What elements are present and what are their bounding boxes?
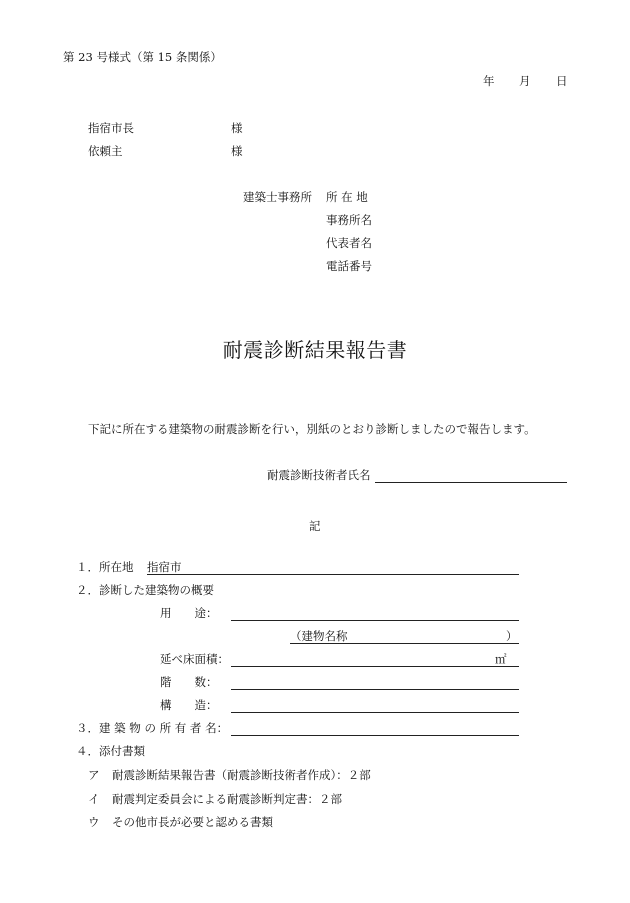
office-field-address: 所 在 地 xyxy=(326,190,368,204)
report-title: 耐震診断結果報告書 xyxy=(222,338,408,362)
engineer-label: 耐震診断技術者氏名 xyxy=(267,468,371,482)
owner-line xyxy=(231,735,519,736)
use-label: 用 途： xyxy=(160,606,218,620)
date-day: 日 xyxy=(556,74,568,88)
building-name-line xyxy=(290,643,519,644)
addressee-client: 依頼主 xyxy=(88,144,123,158)
owner-label: ３．建 築 物 の 所 有 者 名： xyxy=(76,721,229,735)
addressee-mayor-honorific: 様 xyxy=(231,121,243,135)
floor-area-line xyxy=(231,666,519,667)
location-value: 指宿市 xyxy=(147,560,182,574)
office-field-name: 事務所名 xyxy=(326,213,372,227)
attachment-item-u: その他市長が必要と認める書類 xyxy=(112,815,273,829)
attachment-item-a: 耐震診断結果報告書（耐震診断技術者作成）：２部 xyxy=(112,768,371,782)
intro-text: 下記に所在する建築物の耐震診断を行い，別紙のとおり診断しましたので報告します。 xyxy=(88,422,536,436)
office-field-phone: 電話番号 xyxy=(326,259,372,273)
use-line xyxy=(231,620,519,621)
floors-label: 階 数： xyxy=(160,675,218,689)
date-year: 年 xyxy=(483,74,495,88)
form-number: 第 23 号様式（第 15 条関係） xyxy=(63,50,222,64)
floor-area-label: 延べ床面積： xyxy=(160,652,229,666)
structure-label: 構 造： xyxy=(160,698,218,712)
location-label: １．所在地 xyxy=(76,560,134,574)
floor-area-unit: ㎡ xyxy=(495,652,507,666)
building-name-open: （建物名称 xyxy=(290,629,348,643)
addressee-mayor: 指宿市長 xyxy=(88,121,134,135)
location-line xyxy=(147,574,519,575)
floors-line xyxy=(231,689,519,690)
attachment-item-i: 耐震判定委員会による耐震診断判定書：２部 xyxy=(112,792,342,806)
date-month: 月 xyxy=(519,74,531,88)
office-heading: 建築士事務所 xyxy=(243,190,312,204)
engineer-name-line xyxy=(375,482,567,483)
attachment-mark-a: ア xyxy=(88,768,100,782)
building-name-close: ） xyxy=(506,629,518,643)
office-field-representative: 代表者名 xyxy=(326,236,372,250)
overview-label: ２．診断した建築物の概要 xyxy=(76,583,214,597)
ki-mark: 記 xyxy=(309,519,321,533)
addressee-client-honorific: 様 xyxy=(231,144,243,158)
attachments-label: ４．添付書類 xyxy=(76,744,145,758)
attachment-mark-i: イ xyxy=(88,792,100,806)
structure-line xyxy=(231,712,519,713)
attachment-mark-u: ウ xyxy=(88,815,100,829)
